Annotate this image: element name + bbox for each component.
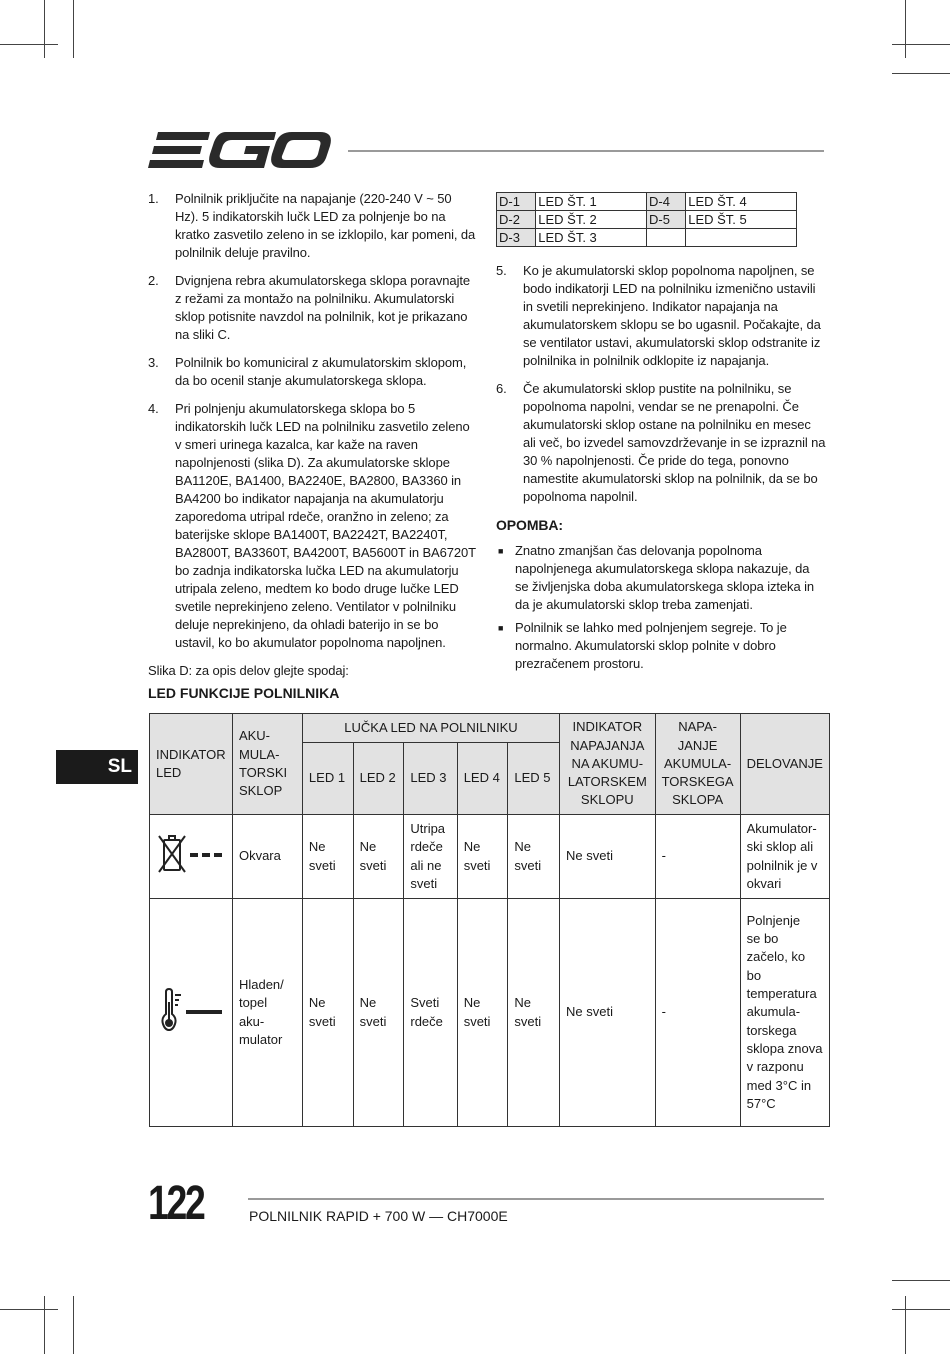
- table-row: [497, 193, 797, 211]
- cell-led2: Ne sveti: [353, 899, 404, 1127]
- cell-led2: Ne sveti: [353, 815, 404, 899]
- part-key: D-2: [497, 211, 536, 229]
- header-led4: LED 4: [457, 743, 508, 815]
- cell-operation: Akumulator- ski sklop ali polnilnik je v okvari: [740, 815, 829, 899]
- crop-mark: [44, 1296, 45, 1354]
- cell-led3: Utripa rdeče ali ne sveti: [404, 815, 457, 899]
- crop-mark: [73, 0, 74, 58]
- note-text: Znatno zmanjšan čas delovanja popolnoma napolnjenega akumulatorskega sklopa nakazuje, da se življenjska doba akumulatorskega sklopa izteka in da je akumulatorski sklop treba zamenjati.: [515, 543, 815, 612]
- header-rule: [348, 150, 824, 152]
- step-1: [148, 190, 478, 262]
- step-text: Polnilnik bo komuniciral z akumulatorskim sklopom, da bo ocenil stanje akumulatorskega sklopa.: [175, 355, 467, 388]
- language-tab-label: SL: [107, 756, 132, 777]
- crop-mark: [0, 44, 58, 45]
- left-column: [148, 190, 478, 690]
- cell-power-indicator: Ne sveti: [560, 815, 656, 899]
- part-key: D-3: [497, 229, 536, 247]
- crop-mark: [892, 73, 950, 74]
- part-value: LED ŠT. 4: [686, 193, 797, 211]
- cell-led3: Sveti rdeče: [404, 899, 457, 1127]
- right-column: [496, 262, 826, 678]
- step-5: [496, 262, 826, 370]
- part-value: LED ŠT. 2: [536, 211, 647, 229]
- cell-led4: Ne sveti: [457, 815, 508, 899]
- cell-led5: Ne sveti: [508, 815, 560, 899]
- header-power-indicator: INDIKATOR NAPAJANJA NA AKUMU- LATORSKEM SKLOPU: [560, 714, 656, 815]
- header-operation: DELOVANJE: [740, 714, 829, 815]
- step-3: [148, 354, 478, 390]
- crop-mark: [905, 1296, 906, 1354]
- step-number: 2.: [148, 273, 159, 288]
- cell-supply: -: [655, 815, 740, 899]
- figure-d-parts-table: [496, 192, 797, 247]
- crop-mark: [892, 1280, 950, 1281]
- table-row: [150, 899, 830, 1127]
- crop-mark: [892, 1309, 950, 1310]
- note-bullet: [496, 619, 826, 673]
- thermometer-icon: [150, 899, 233, 1127]
- cell-battery: Hladen/ topel aku- mulator: [232, 899, 302, 1127]
- header-indicator: INDIKATOR LED: [150, 714, 233, 815]
- cell-power-indicator: Ne sveti: [560, 899, 656, 1127]
- note-text: Polnilnik se lahko med polnjenjem segreje. To je normalno. Akumulatorski sklop polnite v dobro prezračenem prostoru.: [515, 620, 787, 671]
- step-text: Polnilnik priključite na napajanje (220-240 V ~ 50 Hz). 5 indikatorskih lučk LED za polnjenje bo na kratko zasvetilo zeleno in se izklopilo, kar pomeni, da polnilnik deluje pravilno.: [175, 191, 476, 260]
- note-bullet: [496, 542, 826, 614]
- crop-mark: [73, 1296, 74, 1354]
- part-key: D-5: [646, 211, 685, 229]
- step-2: [148, 272, 478, 344]
- table-header-row: [150, 714, 830, 743]
- note-heading: OPOMBA:: [496, 517, 563, 533]
- crop-mark: [44, 0, 45, 58]
- faulty-battery-icon: [150, 815, 233, 899]
- header-battery: AKU- MULA- TORSKI SKLOP: [232, 714, 302, 815]
- figure-note: Slika D: za opis delov glejte spodaj:: [148, 663, 349, 678]
- cell-supply: -: [655, 899, 740, 1127]
- crop-mark: [0, 1309, 58, 1310]
- header-leds-group: LUČKA LED NA POLNILNIKU: [302, 714, 559, 743]
- step-text: Dvignjena rebra akumulatorskega sklopa poravnajte z režami za montažo na polnilniku. Akumulatorski sklop potisnite navzdol na polnilnik, kot je prikazano na sliki C.: [175, 273, 470, 342]
- ego-logo-icon: [148, 128, 332, 172]
- step-number: 6.: [496, 381, 507, 396]
- cell-led4: Ne sveti: [457, 899, 508, 1127]
- step-4: [148, 400, 478, 652]
- step-text: Če akumulatorski sklop pustite na polnilniku, se popolnoma napolni, vendar se ne prenapolni. Če akumulatorski sklop ostane na polnilniku en mesec ali več, bo izvedel samovzdrževanje in se izpraznil na 30 % napolnjenosti. Če pride do tega, ponovno namestite akumulatorski sklop na polnilnik, da se bo popolnoma napolnil.: [523, 381, 826, 504]
- cell-operation: Polnjenje se bo začelo, ko bo temperatura akumula- torskega sklopa znova v razponu med 3°C in 57°C: [740, 899, 829, 1127]
- header-led5: LED 5: [508, 743, 560, 815]
- part-key: [646, 229, 685, 247]
- header-led1: LED 1: [302, 743, 353, 815]
- table-row: [150, 815, 830, 899]
- table-row: [497, 229, 797, 247]
- footer-title: POLNILNIK RAPID + 700 W — CH7000E: [249, 1208, 508, 1224]
- step-number: 3.: [148, 355, 159, 370]
- table-row: [497, 211, 797, 229]
- footer-rule: [248, 1198, 824, 1200]
- step-number: 5.: [496, 263, 507, 278]
- page-number: 122: [148, 1177, 204, 1230]
- led-functions-table: [149, 713, 830, 1127]
- cell-led5: Ne sveti: [508, 899, 560, 1127]
- header-led3: LED 3: [404, 743, 457, 815]
- step-text: Ko je akumulatorski sklop popolnoma napoljnen, se bodo indikatorji LED na polnilniku izmenično ustavili in svetili neprekinjeno. Indikator napajanja na akumulatorskem sklopu se bo ugasnil. Počakajte, da se ventilator ustavi, akumulatorski sklop odstranite iz polnilnika in polnilnik odklopite iz napajanja.: [523, 263, 821, 368]
- square-bullet-icon: ■: [498, 546, 504, 556]
- header-supply: NAPA- JANJE AKUMULA- TORSKEGA SKLOPA: [655, 714, 740, 815]
- cell-battery: Okvara: [232, 815, 302, 899]
- part-key: D-1: [497, 193, 536, 211]
- step-6: [496, 380, 826, 506]
- crop-mark: [892, 44, 950, 45]
- cell-led1: Ne sveti: [302, 815, 353, 899]
- part-value: LED ŠT. 5: [686, 211, 797, 229]
- step-number: 1.: [148, 191, 159, 206]
- cell-led1: Ne sveti: [302, 899, 353, 1127]
- crop-mark: [905, 0, 906, 58]
- language-tab: [56, 750, 138, 784]
- part-value: LED ŠT. 3: [536, 229, 647, 247]
- square-bullet-icon: ■: [498, 623, 504, 633]
- step-number: 4.: [148, 401, 159, 416]
- part-key: D-4: [646, 193, 685, 211]
- header-led2: LED 2: [353, 743, 404, 815]
- part-value: [686, 229, 797, 247]
- section-title: LED FUNKCIJE POLNILNIKA: [148, 685, 340, 701]
- step-text: Pri polnjenju akumulatorskega sklopa bo 5 indikatorskih lučk LED na polnilniku zasvetilo zeleno v smeri urinega kazalca, kar kaže na raven napolnjenosti (slika D). Za akumulatorske sklope BA1120E, BA1400, BA2240E, BA2800, BA3360 in BA4200 bo indikator napajanja na akumulatorju zaporedoma utripal rdeče, oranžno in zeleno; za baterijske sklope BA1400T, BA2242T, BA2240T, BA2800T, BA3360T, BA4200T, BA5600T in BA6720T bo zadnja indikatorska lučka LED na akumulatorju utripala zeleno, medtem ko bodo druge lučke LED svetile neprekinjeno zeleno. Ventilator v polnilniku deluje neprekinjeno, da ohladi baterijo in se bo ustavil, ko bo akumulator popolnoma napoljnen.: [175, 401, 476, 650]
- part-value: LED ŠT. 1: [536, 193, 647, 211]
